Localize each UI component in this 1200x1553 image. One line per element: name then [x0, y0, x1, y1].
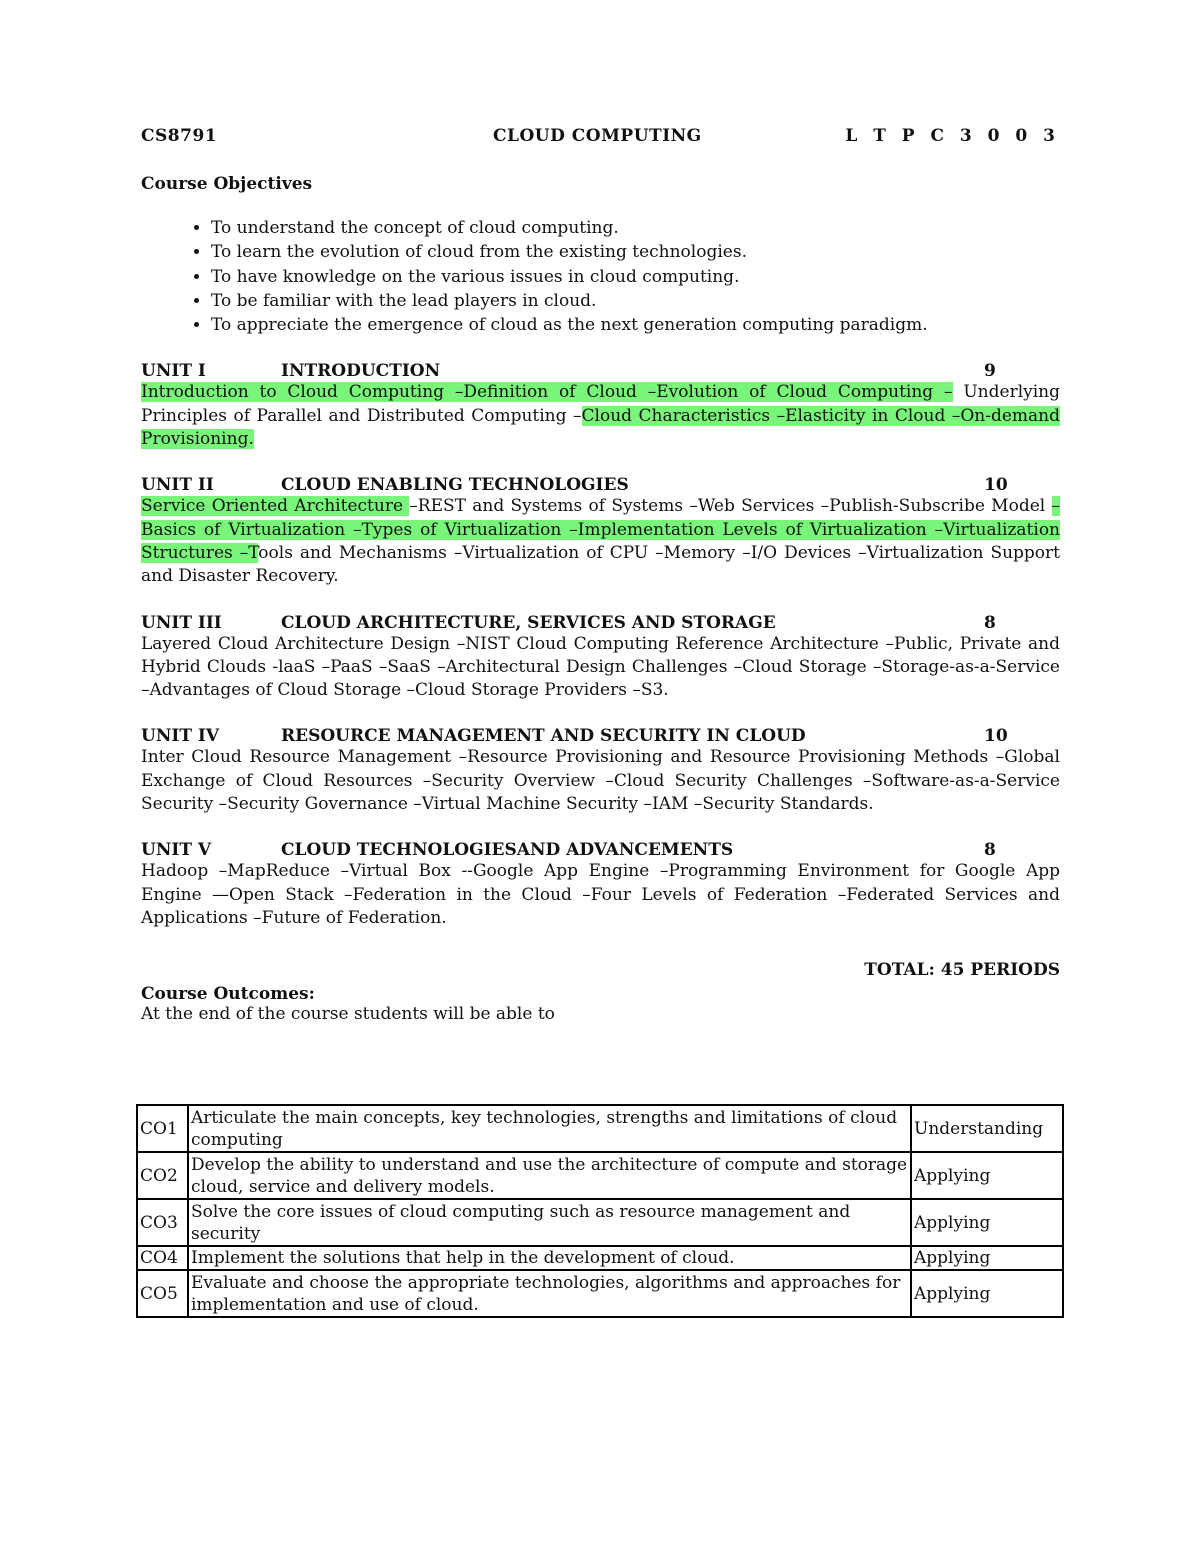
units-container — [141, 357, 1060, 930]
outcomes-table — [136, 1104, 1064, 1318]
unit-hours: 9 — [984, 361, 996, 382]
topic-text: Hadoop –MapReduce –Virtual Box --Google App Engine –Programming Environment for Google App Engine —Open Stack –Federation in the Cloud –Four Levels of Federation –Federated Services and Applications –Future of Federation. — [141, 861, 1060, 928]
unit-name: INTRODUCTION — [281, 361, 441, 382]
unit-number: UNIT V — [141, 840, 212, 861]
unit-hours: 10 — [984, 475, 1008, 496]
co-description: Solve the core issues of cloud computing such as resource management and security — [188, 1199, 911, 1246]
topic-text: Inter Cloud Resource Management –Resource Provisioning and Resource Provisioning Methods –Global Exchange of Cloud Resources –Security Overview –Cloud Security Challenges –Software-as-a-Service Security –Security Governance –Virtual Machine Security –IAM –Security Standards. — [141, 747, 1060, 815]
list-item: • To learn the evolution of cloud from the existing technologies. — [211, 240, 1060, 264]
table-row — [137, 1270, 1063, 1317]
unit-hours: 8 — [984, 612, 996, 633]
co-code: CO2 — [137, 1152, 188, 1199]
ltpc-credits: L T P C 3 0 0 3 — [845, 126, 1060, 146]
unit-content — [141, 495, 1060, 588]
unit-hours: 10 — [984, 726, 1008, 747]
co-description: Implement the solutions that help in the development of cloud. — [188, 1246, 911, 1270]
table-row — [137, 1246, 1063, 1270]
objectives-list — [141, 216, 1060, 337]
unit-name: RESOURCE MANAGEMENT AND SECURITY IN CLOUD — [281, 726, 806, 747]
table-row — [137, 1152, 1063, 1199]
unit-number: UNIT II — [141, 475, 214, 496]
highlighted-text: Cloud Characteristics –Elasticity in Cloud –On-demand Provisioning. — [141, 405, 1060, 450]
unit-section — [141, 722, 1060, 816]
list-item: • To have knowledge on the various issues in cloud computing. — [211, 265, 1060, 289]
highlighted-text: Introduction to Cloud Computing –Definition of Cloud –Evolution of Cloud Computing – — [141, 382, 953, 403]
unit-heading — [141, 471, 1060, 495]
co-code: CO4 — [137, 1246, 188, 1270]
unit-name: CLOUD TECHNOLOGIESAND ADVANCEMENTS — [281, 840, 734, 861]
table-row — [137, 1105, 1063, 1152]
unit-content — [141, 381, 1060, 451]
unit-number: UNIT III — [141, 612, 222, 633]
objectives-title: Course Objectives — [141, 174, 313, 194]
unit-section — [141, 836, 1060, 930]
topic-text: –REST and Systems of Systems –Web Services –Publish-Subscribe Model — [409, 496, 1052, 517]
unit-heading — [141, 836, 1060, 860]
unit-name: CLOUD ARCHITECTURE, SERVICES AND STORAGE — [281, 612, 776, 633]
unit-heading — [141, 722, 1060, 746]
co-level: Understanding — [911, 1105, 1063, 1152]
unit-heading — [141, 609, 1060, 633]
list-item: • To appreciate the emergence of cloud as the next generation computing paradigm. — [211, 313, 1060, 337]
syllabus-page — [141, 126, 1060, 1024]
unit-name: CLOUD ENABLING TECHNOLOGIES — [281, 475, 629, 496]
highlighted-text: –Basics of Virtualization –Types of Virtualization –Implementation Levels of Virtualization –Virtualization Structures –T — [141, 496, 1060, 563]
topic-text: ools and Mechanisms –Virtualization of CPU –Memory –I/O Devices –Virtualization Support and Disaster Recovery. — [141, 542, 1060, 587]
unit-number: UNIT IV — [141, 726, 220, 747]
unit-content — [141, 746, 1060, 816]
co-description: Evaluate and choose the appropriate technologies, algorithms and approaches for implementation and use of cloud. — [188, 1270, 911, 1317]
course-code: CS8791 — [141, 126, 218, 146]
total-periods: TOTAL: 45 PERIODS — [864, 960, 1060, 981]
list-item: • To understand the concept of cloud computing. — [211, 216, 1060, 240]
co-level: Applying — [911, 1246, 1063, 1270]
co-level: Applying — [911, 1270, 1063, 1317]
co-code: CO1 — [137, 1105, 188, 1152]
co-code: CO3 — [137, 1199, 188, 1246]
unit-hours: 8 — [984, 840, 996, 861]
table-row — [137, 1199, 1063, 1246]
co-level: Applying — [911, 1152, 1063, 1199]
co-description: Develop the ability to understand and use the architecture of compute and storage cloud, service and delivery models. — [188, 1152, 911, 1199]
outcomes-title: Course Outcomes: — [141, 984, 315, 1005]
co-code: CO5 — [137, 1270, 188, 1317]
co-description: Articulate the main concepts, key technologies, strengths and limitations of cloud computing — [188, 1105, 911, 1152]
topic-text: Underlying Principles of Parallel and Distributed Computing – — [141, 382, 1061, 426]
topic-text: Layered Cloud Architecture Design –NIST Cloud Computing Reference Architecture –Public, Private and Hybrid Clouds -laaS –PaaS –SaaS –Architectural Design Challenges –Cloud Storage –Storage-as-a-Service –Advantages of Cloud Storage –Cloud Storage Providers –S3. — [141, 633, 1060, 701]
outcomes-intro: At the end of the course students will be able to — [141, 1004, 555, 1025]
highlighted-text: Service Oriented Architecture — [141, 496, 410, 517]
course-title: CLOUD COMPUTING — [493, 126, 702, 146]
co-level: Applying — [911, 1199, 1063, 1246]
unit-section — [141, 471, 1060, 588]
unit-heading — [141, 357, 1060, 381]
course-header — [141, 126, 1060, 154]
unit-number: UNIT I — [141, 361, 206, 382]
list-item: • To be familiar with the lead players in cloud. — [211, 289, 1060, 313]
unit-content — [141, 860, 1060, 930]
unit-section — [141, 357, 1060, 451]
unit-content — [141, 633, 1060, 703]
unit-section — [141, 609, 1060, 703]
